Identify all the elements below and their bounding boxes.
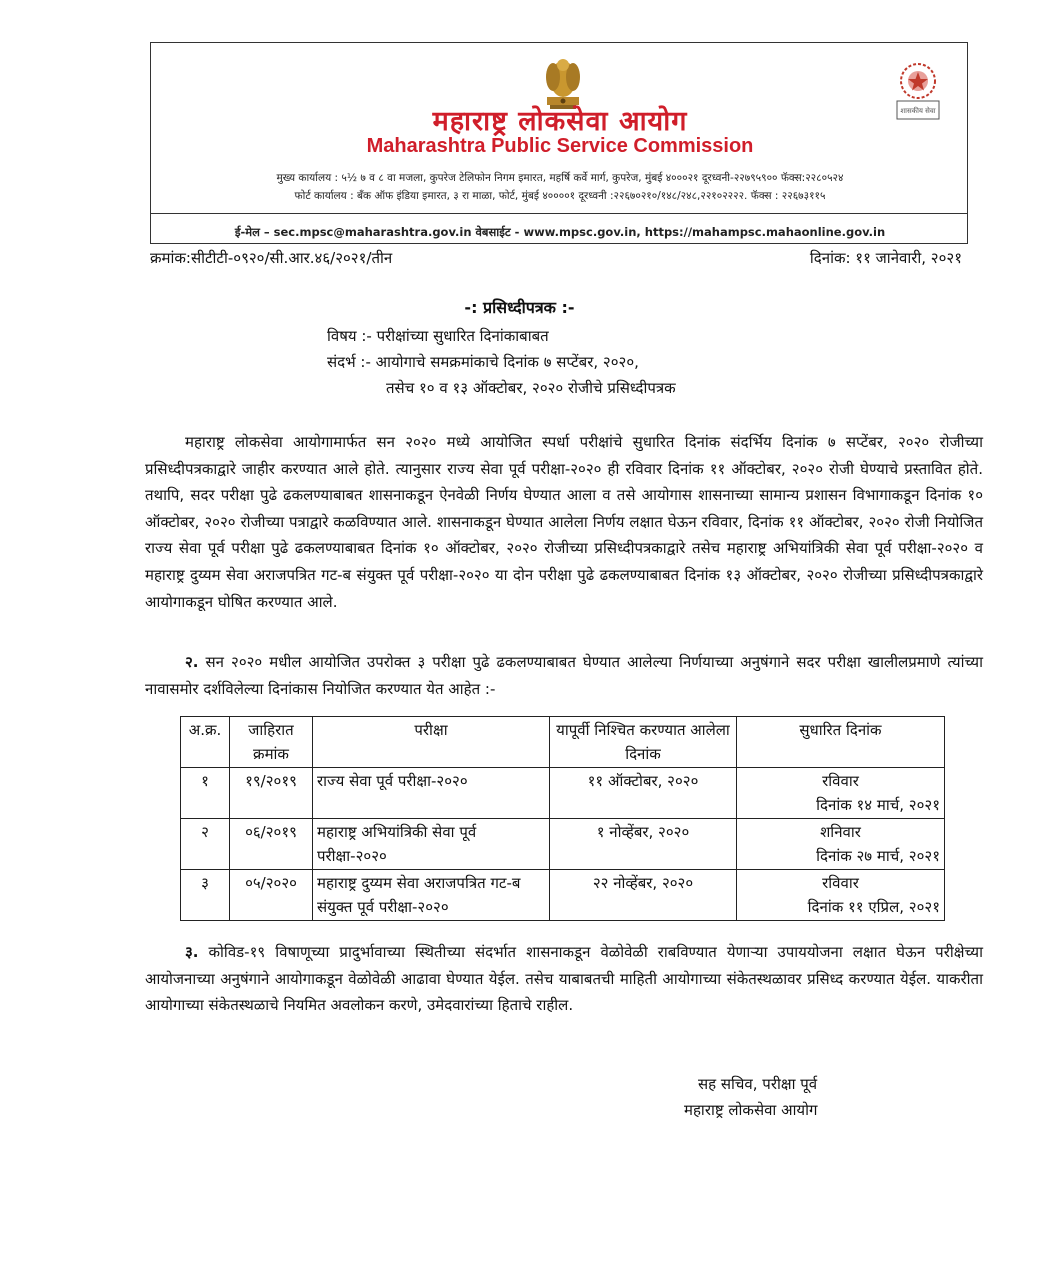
letterhead-divider xyxy=(151,213,967,214)
reference-row xyxy=(150,248,962,270)
paragraph-2-number: २. xyxy=(185,653,199,671)
paragraph-2-text: सन २०२० मधील आयोजित उपरोक्त ३ परीक्षा पुढे ढकलण्याबाबत घेण्यात आलेल्या निर्णयाच्या अनुषंगाने सदर परीक्षा खालीलप्रमाणे त्यांच्या नावासमोर दर्शविलेल्या दिनांकास नियोजित करण्यात येत आहेत :- xyxy=(145,653,983,698)
revised-day: रविवार xyxy=(822,874,859,892)
header-revised-date: सुधारित दिनांक xyxy=(737,717,945,768)
cell-revised-date xyxy=(737,768,945,819)
revised-date: दिनांक १४ मार्च, २०२१ xyxy=(816,796,940,814)
reference-date: दिनांक: ११ जानेवारी, २०२१ xyxy=(809,249,962,267)
contact-line: ई-मेल – sec.mpsc@maharashtra.gov.in वेबसाईट - www.mpsc.gov.in, https://mahampsc.mahaonline.gov.in xyxy=(234,225,886,239)
revised-date: दिनांक ११ एप्रिल, २०२१ xyxy=(807,898,940,916)
revised-date: दिनांक २७ मार्च, २०२१ xyxy=(816,847,940,865)
reference-number: क्रमांक:सीटीटी-०९२०/सी.आर.४६/२०२१/तीन xyxy=(150,249,393,267)
cell-revised-date xyxy=(737,870,945,921)
schedule-table xyxy=(180,716,945,921)
cell-exam: राज्य सेवा पूर्व परीक्षा-२०२० xyxy=(313,768,550,819)
head-office-address: मुख्य कार्यालय : ५½ ७ व ८ वा मजला, कुपरेज टेलिफोन निगम इमारत, महर्षि कर्वे मार्ग, कुपरेज, मुंबई ४०००२१ दूरध्वनी-२२७९५९०० फॅक्स:२२८०५२४ xyxy=(276,172,844,184)
cell-revised-date xyxy=(737,819,945,870)
cell-advertisement: ०६/२०१९ xyxy=(230,819,313,870)
commission-title-marathi: महाराष्ट्र लोकसेवा आयोग xyxy=(432,106,688,137)
table-row xyxy=(181,768,945,819)
reference-line-1: संदर्भ :- आयोगाचे समक्रमांकाचे दिनांक ७ सप्टेंबर, २०२०, xyxy=(327,353,639,371)
subject-line: विषय :- परीक्षांच्या सुधारित दिनांकाबाबत xyxy=(327,327,549,345)
seal-text: शासकीय सेवा xyxy=(900,107,936,115)
paragraph-2 xyxy=(145,649,983,702)
signature-designation: सह सचिव, परीक्षा पूर्व xyxy=(698,1075,818,1093)
paragraph-3-text: कोविड-१९ विषाणूच्या प्रादुर्भावाच्या स्थितीच्या संदर्भात शासनाकडून वेळोवेळी राबविण्यात येणाऱ्या उपाययोजना लक्षात घेऊन परीक्षेच्या आयोजनाच्या अनुषंगाने आयोगाकडून वेळोवेळी आढावा घेण्यात येईल. तसेच याबाबतची माहिती आयोगाच्या संकेतस्थळावर प्रसिध्द करण्यात येईल. याकरीता आयोगाच्या संकेतस्थळाचे नियमित अवलोकन करणे, उमेदवारांच्या हिताचे राहील. xyxy=(145,943,983,1015)
reference-line-2: तसेच १० व १३ ऑक्टोबर, २०२० रोजीचे प्रसिध्दीपत्रक xyxy=(386,379,676,397)
paragraph-3 xyxy=(145,939,983,1019)
header-advertisement: जाहिरात क्रमांक xyxy=(230,717,313,768)
letterhead xyxy=(150,42,968,244)
cell-serial: २ xyxy=(181,819,230,870)
cell-advertisement: १९/२०१९ xyxy=(230,768,313,819)
cell-exam: महाराष्ट्र अभियांत्रिकी सेवा पूर्व परीक्षा-२०२० xyxy=(313,819,550,870)
cell-serial: १ xyxy=(181,768,230,819)
cell-previous-date: १ नोव्हेंबर, २०२० xyxy=(550,819,737,870)
cell-serial: ३ xyxy=(181,870,230,921)
cell-previous-date: ११ ऑक्टोबर, २०२० xyxy=(550,768,737,819)
table-header-row xyxy=(181,717,945,768)
paragraph-3-number: ३. xyxy=(185,943,199,961)
commission-title-english: Maharashtra Public Service Commission xyxy=(366,135,754,157)
cell-advertisement: ०५/२०२० xyxy=(230,870,313,921)
revised-day: शनिवार xyxy=(820,823,861,841)
fort-office-address: फोर्ट कार्यालय : बँक ऑफ इंडिया इमारत, ३ रा माळा, फोर्ट, मुंबई ४००००१ दूरध्वनी :२२६७०२१०/१४८/२४८,२२१०२२२२. फॅक्स : २२६७३११५ xyxy=(294,190,826,202)
header-serial: अ.क्र. xyxy=(181,717,230,768)
header-exam: परीक्षा xyxy=(313,717,550,768)
table-row xyxy=(181,870,945,921)
header-previous-date: यापूर्वी निश्चित करण्यात आलेला दिनांक xyxy=(550,717,737,768)
paragraph-1-text: महाराष्ट्र लोकसेवा आयोगामार्फत सन २०२० मध्ये आयोजित स्पर्धा परीक्षांचे सुधारित दिनांक संदर्भिय दिनांक ७ सप्टेंबर, २०२० रोजीच्या प्रसिध्दीपत्रकाद्वारे जाहीर करण्यात आले होते. त्यानुसार राज्य सेवा पूर्व परीक्षा-२०२० ही रविवार दिनांक ११ ऑक्टोबर, २०२० रोजी घेण्याचे प्रस्तावित होते. तथापि, सदर परीक्षा पुढे ढकलण्याबाबत शासनाकडून ऐनवेळी निर्णय घेण्यात आला व तसे आयोगास शासनाच्या सामान्य प्रशासन विभागाकडून दिनांक १० ऑक्टोबर, २०२० रोजीच्या पत्राद्वारे कळविण्यात आले. शासनाकडून घेण्यात आलेला निर्णय लक्षात घेऊन रविवार, दिनांक ११ ऑक्टोबर, २०२० रोजी नियोजित राज्य सेवा पूर्व परीक्षा पुढे ढकलण्याबाबत दिनांक १० ऑक्टोबर, २०२० रोजीच्या प्रसिध्दीपत्रकाद्वारे तसेच महाराष्ट्र अभियांत्रिकी सेवा पूर्व परीक्षा-२०२० व महाराष्ट्र दुय्यम सेवा अराजपत्रित गट-ब संयुक्त पूर्व परीक्षा-२०२० या दोन परीक्षा पुढे ढकलण्याबाबत दिनांक १३ ऑक्टोबर, २०२० रोजीच्या प्रसिध्दीपत्रकाद्वारे आयोगाकडून घोषित करण्यात आले. xyxy=(145,433,983,611)
document-heading: -: प्रसिध्दीपत्रक :- xyxy=(464,298,575,317)
cell-previous-date: २२ नोव्हेंबर, २०२० xyxy=(550,870,737,921)
cell-exam: महाराष्ट्र दुय्यम सेवा अराजपत्रित गट-ब संयुक्त पूर्व परीक्षा-२०२० xyxy=(313,870,550,921)
table-row xyxy=(181,819,945,870)
signature-organization: महाराष्ट्र लोकसेवा आयोग xyxy=(684,1101,818,1119)
paragraph-1 xyxy=(145,429,983,615)
revised-day: रविवार xyxy=(822,772,859,790)
